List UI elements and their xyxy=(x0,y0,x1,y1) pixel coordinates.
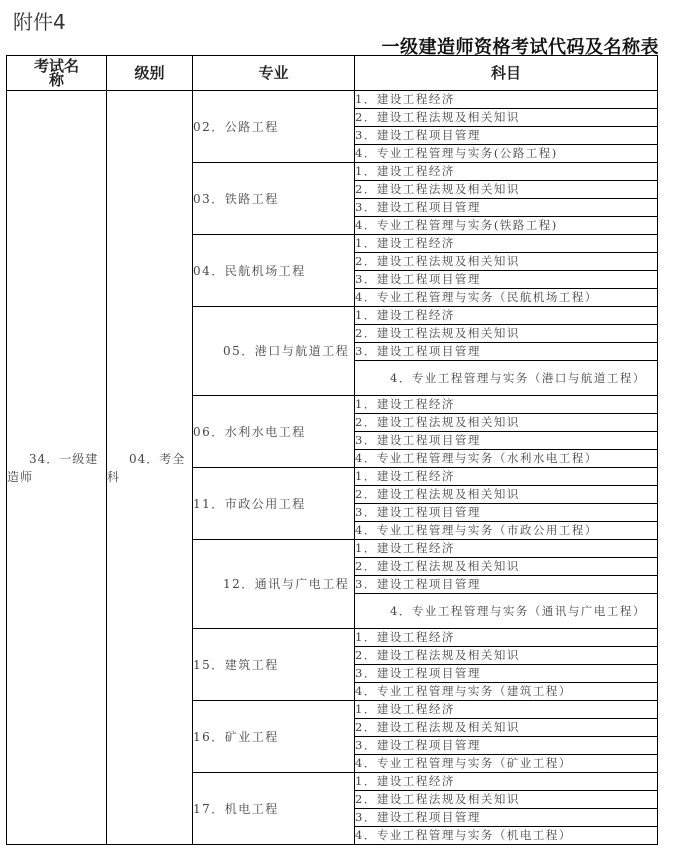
subject-cell: 3．建设工程项目管理 xyxy=(355,576,658,594)
page-title: 一级建造师资格考试代码及名称表 xyxy=(381,37,659,58)
subject-cell: 1．建设工程经济 xyxy=(355,307,658,325)
subject-cell: 2．建设工程法规及相关知识 xyxy=(355,109,658,127)
subject-cell: 4．专业工程管理与实务（建筑工程） xyxy=(355,683,658,701)
subject-cell: 2．建设工程法规及相关知识 xyxy=(355,791,658,809)
specialty-cell: 03．铁路工程 xyxy=(193,163,355,235)
subject-cell: 3．建设工程项目管理 xyxy=(355,343,658,361)
specialty-cell: 11．市政公用工程 xyxy=(193,468,355,540)
subject-cell: 4．专业工程管理与实务（市政公用工程） xyxy=(355,522,658,540)
subject-cell: 1．建设工程经济 xyxy=(355,773,658,791)
column-header-level: 级别 xyxy=(107,56,193,91)
subject-cell: 3．建设工程项目管理 xyxy=(355,271,658,289)
subject-cell: 4．专业工程管理与实务（矿业工程） xyxy=(355,755,658,773)
subject-cell: 1．建设工程经济 xyxy=(355,468,658,486)
subject-cell: 4．专业工程管理与实务（机电工程） xyxy=(355,827,658,845)
table-header-row xyxy=(7,56,658,91)
subject-cell: 4．专业工程管理与实务（水利水电工程） xyxy=(355,450,658,468)
table-body xyxy=(7,91,658,845)
subject-cell: 4．专业工程管理与实务(铁路工程) xyxy=(355,217,658,235)
subject-cell: 2．建设工程法规及相关知识 xyxy=(355,181,658,199)
subject-cell: 1．建设工程经济 xyxy=(355,91,658,109)
subject-cell: 2．建设工程法规及相关知识 xyxy=(355,253,658,271)
subject-cell: 3．建设工程项目管理 xyxy=(355,665,658,683)
specialty-cell: 06．水利水电工程 xyxy=(193,396,355,468)
subject-cell: 1．建设工程经济 xyxy=(355,396,658,414)
subject-cell: 2．建设工程法规及相关知识 xyxy=(355,325,658,343)
specialty-cell: 17．机电工程 xyxy=(193,773,355,845)
subject-cell: 4．专业工程管理与实务（港口与航道工程） xyxy=(355,361,658,396)
level-cell: 04．考全科 xyxy=(107,91,193,845)
specialty-cell: 04．民航机场工程 xyxy=(193,235,355,307)
specialty-cell: 05．港口与航道工程 xyxy=(193,307,355,396)
subject-cell: 2．建设工程法规及相关知识 xyxy=(355,558,658,576)
subject-cell: 3．建设工程项目管理 xyxy=(355,127,658,145)
subject-cell: 3．建设工程项目管理 xyxy=(355,432,658,450)
subject-cell: 1．建设工程经济 xyxy=(355,701,658,719)
specialty-cell: 02．公路工程 xyxy=(193,91,355,163)
subject-cell: 2．建设工程法规及相关知识 xyxy=(355,414,658,432)
exam-name-cell: 34．一级建造师 xyxy=(7,91,107,845)
exam-code-table xyxy=(6,55,658,845)
column-header-exam-name: 考试名称 xyxy=(7,56,107,91)
subject-cell: 2．建设工程法规及相关知识 xyxy=(355,647,658,665)
specialty-cell: 16．矿业工程 xyxy=(193,701,355,773)
subject-cell: 1．建设工程经济 xyxy=(355,163,658,181)
subject-cell: 1．建设工程经济 xyxy=(355,235,658,253)
subject-cell: 4．专业工程管理与实务（通讯与广电工程） xyxy=(355,594,658,629)
column-header-subject: 科目 xyxy=(355,56,658,91)
specialty-cell: 12．通讯与广电工程 xyxy=(193,540,355,629)
subject-cell: 3．建设工程项目管理 xyxy=(355,809,658,827)
subject-cell: 3．建设工程项目管理 xyxy=(355,199,658,217)
subject-cell: 2．建设工程法规及相关知识 xyxy=(355,486,658,504)
column-header-specialty: 专业 xyxy=(193,56,355,91)
specialty-cell: 15．建筑工程 xyxy=(193,629,355,701)
attachment-label: 附件4 xyxy=(13,10,66,34)
subject-cell: 3．建设工程项目管理 xyxy=(355,504,658,522)
subject-cell: 4．专业工程管理与实务（民航机场工程） xyxy=(355,289,658,307)
subject-cell: 1．建设工程经济 xyxy=(355,629,658,647)
subject-cell: 1．建设工程经济 xyxy=(355,540,658,558)
table-row xyxy=(7,91,658,109)
subject-cell: 4．专业工程管理与实务(公路工程) xyxy=(355,145,658,163)
subject-cell: 2．建设工程法规及相关知识 xyxy=(355,719,658,737)
subject-cell: 3．建设工程项目管理 xyxy=(355,737,658,755)
